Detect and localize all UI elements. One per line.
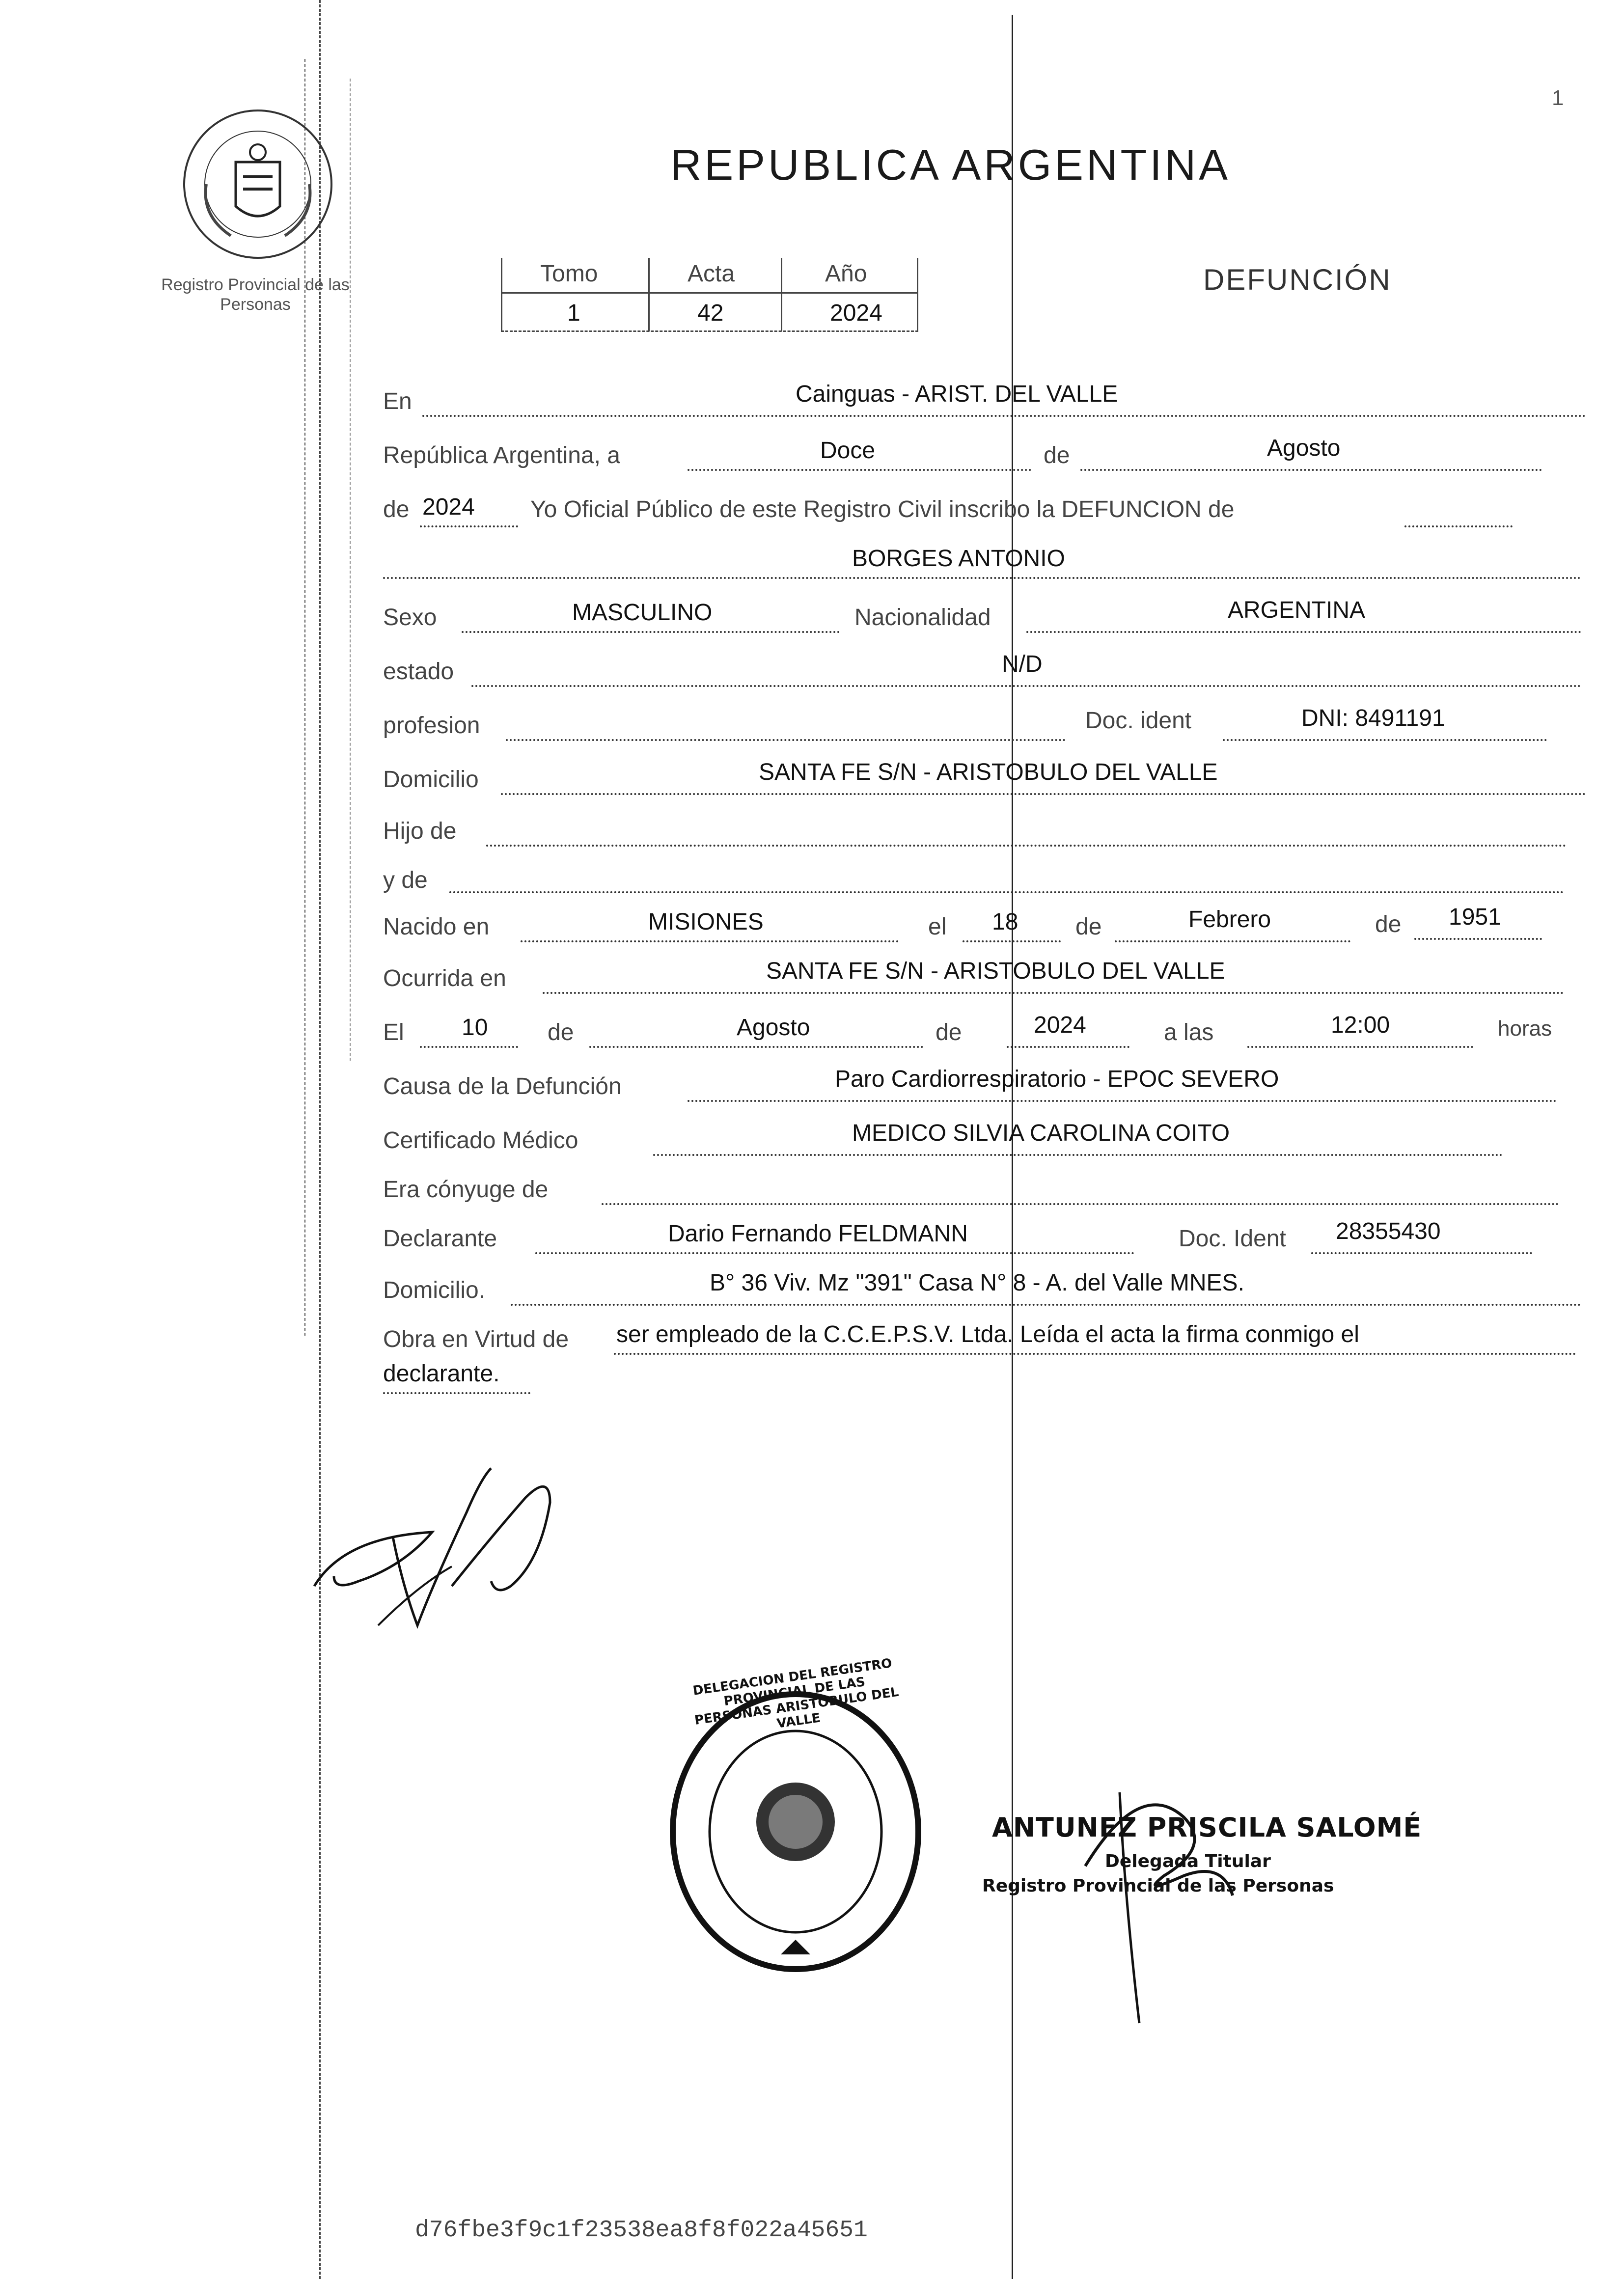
nac-anio: 1951 (1449, 904, 1501, 930)
ocurrida-label: Ocurrida en (383, 965, 506, 991)
nac-de2-label: de (1375, 911, 1402, 937)
doc-ident-value: DNI: 8491191 (1301, 705, 1445, 731)
domicilio-label: Domicilio (383, 767, 479, 793)
tomo-label: Tomo (540, 261, 598, 287)
registry-label: Registro Provincial de las Personas (161, 275, 350, 314)
obra-label: Obra en Virtud de (383, 1326, 569, 1352)
ocurrida-value: SANTA FE S/N - ARISTOBULO DEL VALLE (766, 958, 1225, 984)
anio-form-value: 2024 (422, 494, 475, 520)
official-name: ANTUNEZ PRISCILA SALOMÉ (992, 1812, 1422, 1843)
causa-label: Causa de la Defunción (383, 1073, 622, 1099)
left-margin-dash-2 (350, 79, 351, 1061)
nac-de-label: de (1075, 914, 1102, 940)
oficial-text: Yo Oficial Público de este Registro Civil inscribo la DEFUNCION de (530, 496, 1235, 522)
nacionalidad-label: Nacionalidad (854, 604, 991, 631)
corner-mark: 1 (1552, 86, 1564, 110)
doc-ident-label: Doc. ident (1085, 708, 1192, 734)
dia-value: Doce (820, 438, 876, 464)
de-label: de (1044, 442, 1070, 468)
declarant-signature-icon (304, 1439, 648, 1660)
el2-label: El (383, 1019, 404, 1045)
nacionalidad-value: ARGENTINA (1228, 597, 1366, 623)
estado-value: N/D (1002, 651, 1043, 677)
certificado-value: MEDICO SILVIA CAROLINA COITO (852, 1120, 1230, 1146)
estado-label: estado (383, 659, 454, 685)
province-seal-icon (177, 103, 339, 265)
document-hash: d76fbe3f9c1f23538ea8f8f022a45651 (415, 2217, 868, 2244)
certificado-label: Certificado Médico (383, 1127, 578, 1153)
en-label: En (383, 388, 412, 414)
def-de-label: de (548, 1019, 574, 1045)
official-role: Delegada Titular (1105, 1851, 1271, 1871)
obra-text: ser empleado de la C.C.E.P.S.V. Ltda. Leída el acta la firma conmigo el (616, 1321, 1359, 1347)
nac-dia: 18 (992, 909, 1018, 935)
def-dia: 10 (462, 1015, 488, 1041)
sexo-value: MASCULINO (572, 600, 713, 626)
alas-label: a las (1164, 1019, 1214, 1045)
center-fold-line (1012, 15, 1013, 2279)
left-margin-line (319, 0, 321, 2279)
yde-label: y de (383, 867, 428, 893)
profesion-label: profesion (383, 713, 480, 739)
el-label: el (928, 914, 947, 940)
official-signature-icon (1066, 1748, 1262, 2043)
declarante-label: Declarante (383, 1226, 497, 1252)
nac-mes: Febrero (1188, 906, 1271, 933)
doc-type: DEFUNCIÓN (1203, 263, 1392, 296)
declarante-value: Dario Fernando FELDMANN (668, 1221, 968, 1247)
anio-value: 2024 (830, 300, 882, 326)
domicilio-value: SANTA FE S/N - ARISTOBULO DEL VALLE (759, 759, 1218, 785)
hora-value: 12:00 (1331, 1012, 1390, 1038)
round-stamp-text: DELEGACION DEL REGISTRO PROVINCIAL DE LAS PERSONAS ARISTOBULO DEL VALLE (692, 1656, 900, 1731)
conyuge-label: Era cónyuge de (383, 1177, 549, 1203)
acta-label: Acta (688, 261, 735, 287)
official-org: Registro Provincial de las Personas (982, 1876, 1334, 1896)
obra-text2: declarante. (383, 1361, 500, 1387)
nombre-value: BORGES ANTONIO (852, 546, 1065, 572)
nacido-label: Nacido en (383, 914, 490, 940)
horas-label: horas (1498, 1016, 1552, 1041)
def-anio: 2024 (1034, 1012, 1086, 1038)
record-box (501, 258, 918, 331)
doc-ident2-label: Doc. Ident (1179, 1226, 1286, 1252)
acta-value: 42 (697, 300, 724, 326)
anio-label: Año (825, 261, 867, 287)
def-mes: Agosto (737, 1015, 810, 1041)
doc-ident2-value: 28355430 (1336, 1218, 1441, 1244)
hijo-label: Hijo de (383, 818, 457, 844)
domicilio2-label: Domicilio. (383, 1277, 486, 1303)
republica-label: República Argentina, a (383, 442, 620, 468)
tomo-value: 1 (567, 300, 580, 326)
causa-value: Paro Cardiorrespiratorio - EPOC SEVERO (835, 1066, 1279, 1092)
sexo-label: Sexo (383, 604, 437, 631)
nacido-lugar: MISIONES (648, 909, 764, 935)
mes-value: Agosto (1267, 435, 1341, 461)
def-de2-label: de (936, 1019, 962, 1045)
en-value: Cainguas - ARIST. DEL VALLE (796, 381, 1118, 407)
de2-label: de (383, 496, 410, 522)
domicilio2-value: B° 36 Viv. Mz "391" Casa N° 8 - A. del Valle MNES. (710, 1270, 1244, 1296)
country-title: REPUBLICA ARGENTINA (670, 140, 1231, 189)
